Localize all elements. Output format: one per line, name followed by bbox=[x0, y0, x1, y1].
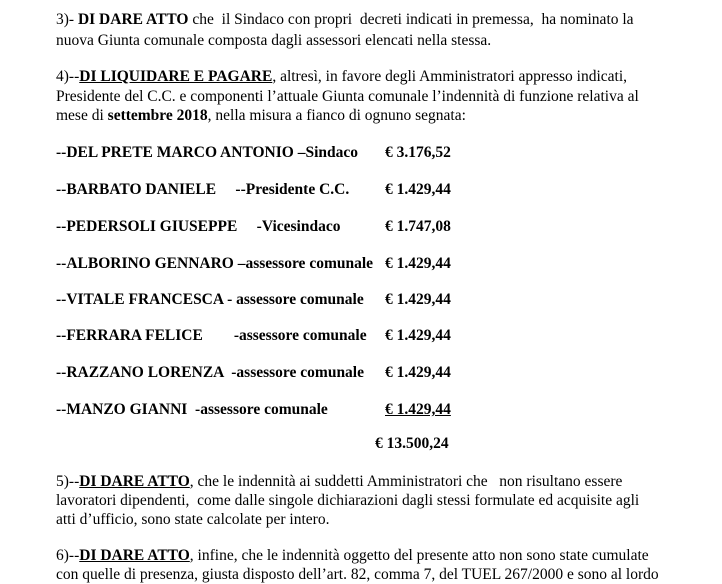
paragraph-6-heading: DI DARE ATTO bbox=[79, 547, 190, 564]
payee-amount: € 1.429,44 bbox=[385, 364, 451, 381]
paragraph-3-number: 3)- bbox=[56, 11, 78, 28]
payee-name: --RAZZANO LORENZA -assessore comunale bbox=[56, 364, 364, 381]
payee-name: --ALBORINO GENNARO –assessore comunale bbox=[56, 255, 374, 272]
payee-amount: € 1.429,44 bbox=[385, 255, 451, 272]
payee-name: --BARBATO DANIELE --Presidente C.C. bbox=[56, 181, 350, 198]
paragraph-6-line-1 bbox=[56, 547, 649, 565]
paragraph-4-number: 4)-- bbox=[56, 68, 80, 85]
paragraph-3-line-1 bbox=[56, 11, 634, 29]
paragraph-6-line-2: con quelle di presenza, giusta disposto dell’art. 82, comma 7, del TUEL 267/2000 e sono al lordo bbox=[56, 566, 659, 583]
paragraph-4-line-3 bbox=[56, 107, 466, 125]
paragraph-5-line-2: lavoratori dipendenti, come dalle singole dichiarazioni dagli stessi formulate ed acquisite agli bbox=[56, 492, 640, 509]
paragraph-4-line-3-post: , nella misura a fianco di ognuno segnata: bbox=[207, 107, 466, 124]
paragraph-5-line-3: atti d’ufficio, sono state calcolate per intero. bbox=[56, 511, 330, 528]
total-amount: € 13.500,24 bbox=[375, 435, 449, 452]
paragraph-3-heading: DI DARE ATTO bbox=[77, 11, 189, 28]
paragraph-4-line-1 bbox=[56, 68, 627, 86]
payee-amount: € 1.429,44 bbox=[385, 401, 451, 418]
paragraph-4-heading: DI LIQUIDARE E PAGARE bbox=[79, 68, 273, 85]
paragraph-4-text: , altresì, in favore degli Amministratori appresso indicati, bbox=[272, 68, 628, 85]
payee-name: --VITALE FRANCESCA - assessore comunale bbox=[56, 291, 364, 308]
payee-amount: € 1.429,44 bbox=[385, 181, 451, 198]
paragraph-6-text: , infine, che le indennità oggetto del presente atto non sono state cumulate bbox=[189, 547, 649, 564]
paragraph-4-line-3-pre: mese di bbox=[56, 107, 108, 124]
payee-amount: € 3.176,52 bbox=[385, 144, 451, 161]
paragraph-4-line-2: Presidente del C.C. e componenti l’attuale Giunta comunale l’indennità di funzione relativa al bbox=[56, 88, 639, 105]
payee-amount: € 1.429,44 bbox=[385, 291, 451, 308]
paragraph-3-line-2: nuova Giunta comunale composta dagli assessori elencati nella stessa. bbox=[56, 32, 492, 49]
paragraph-6-number: 6)-- bbox=[56, 547, 80, 564]
paragraph-5-text: , che le indennità ai suddetti Amministratori che non risultano essere bbox=[189, 473, 623, 490]
payee-amount: € 1.747,08 bbox=[385, 218, 451, 235]
payee-name: --MANZO GIANNI -assessore comunale bbox=[56, 401, 328, 418]
payee-amount: € 1.429,44 bbox=[385, 327, 451, 344]
payee-name: --PEDERSOLI GIUSEPPE -Vicesindaco bbox=[56, 218, 341, 235]
payment-month: settembre 2018 bbox=[107, 107, 208, 124]
paragraph-5-heading: DI DARE ATTO bbox=[79, 473, 190, 490]
payee-name: --FERRARA FELICE -assessore comunale bbox=[56, 327, 367, 344]
paragraph-3-text: che il Sindaco con propri decreti indicati in premessa, ha nominato la bbox=[188, 11, 634, 28]
payee-name: --DEL PRETE MARCO ANTONIO –Sindaco bbox=[56, 144, 359, 161]
paragraph-5-number: 5)-- bbox=[56, 473, 80, 490]
paragraph-5-line-1 bbox=[56, 473, 622, 491]
